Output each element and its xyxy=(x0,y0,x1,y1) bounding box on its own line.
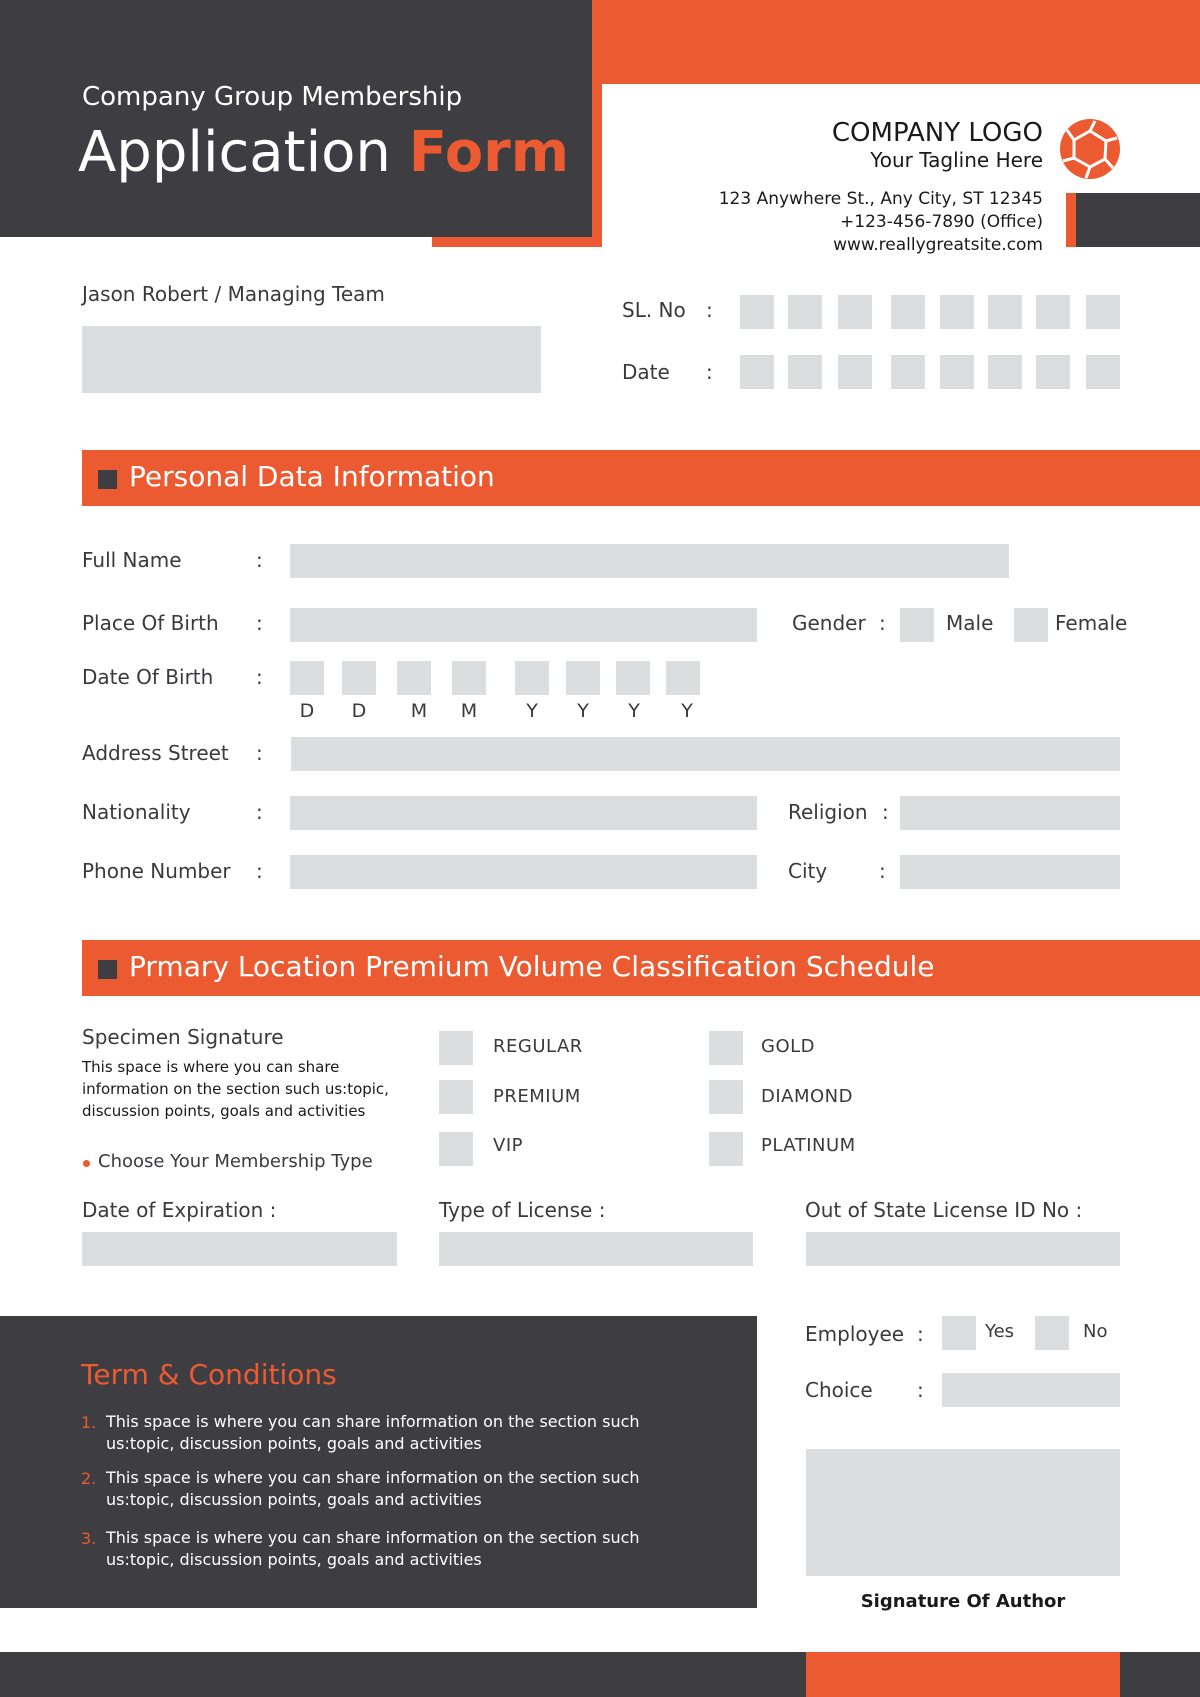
diamond-checkbox[interactable] xyxy=(709,1080,743,1114)
name-field[interactable] xyxy=(82,326,541,393)
platinum-checkbox[interactable] xyxy=(709,1132,743,1166)
term-text-2: This space is where you can share information on the section such us:topic, discussion points, goals and activities xyxy=(106,1468,640,1509)
choice-label: Choice xyxy=(805,1378,873,1402)
sl-no-label: SL. No xyxy=(622,298,686,322)
date-box-1[interactable] xyxy=(740,355,774,389)
dob-box-y3[interactable] xyxy=(616,661,650,695)
address-street-field[interactable] xyxy=(291,737,1120,771)
dob-letter-y3: Y xyxy=(628,700,640,722)
regular-label: REGULAR xyxy=(493,1036,583,1057)
term-text-1: This space is where you can share information on the section such us:topic, discussion points, goals and activities xyxy=(106,1412,640,1453)
gender-male-checkbox[interactable] xyxy=(900,608,934,642)
company-logo-text: COMPANY LOGO xyxy=(831,118,1043,148)
header-accent-orange-strip xyxy=(1066,193,1076,247)
sl-no-box-5[interactable] xyxy=(940,295,974,329)
place-of-birth-field[interactable] xyxy=(290,608,757,642)
dob-box-y1[interactable] xyxy=(515,661,549,695)
premium-label: PREMIUM xyxy=(493,1086,581,1107)
dob-letter-d1: D xyxy=(299,700,315,722)
type-license-label: Type of License : xyxy=(439,1198,606,1222)
full-name-field[interactable] xyxy=(290,544,1009,578)
full-name-colon: : xyxy=(256,548,263,572)
choice-field[interactable] xyxy=(942,1373,1120,1407)
date-box-7[interactable] xyxy=(1036,355,1070,389)
classification-section-header xyxy=(82,940,1200,996)
date-of-birth-label: Date Of Birth xyxy=(82,665,214,689)
sl-no-box-6[interactable] xyxy=(988,295,1022,329)
header-accent-dark-block xyxy=(1076,193,1200,247)
date-box-3[interactable] xyxy=(838,355,872,389)
personal-section-title: Personal Data Information xyxy=(129,460,495,493)
dob-box-y4[interactable] xyxy=(666,661,700,695)
place-of-birth-label: Place Of Birth xyxy=(82,611,219,635)
regular-checkbox[interactable] xyxy=(439,1031,473,1065)
gender-label: Gender xyxy=(792,611,866,635)
sl-no-box-2[interactable] xyxy=(788,295,822,329)
dob-letter-y1: Y xyxy=(526,700,538,722)
date-box-8[interactable] xyxy=(1086,355,1120,389)
gender-female-label: Female xyxy=(1055,611,1128,635)
religion-field[interactable] xyxy=(900,796,1120,830)
dob-box-d2[interactable] xyxy=(342,661,376,695)
dob-letter-y4: Y xyxy=(681,700,693,722)
sl-no-colon: : xyxy=(706,298,713,322)
dob-box-d1[interactable] xyxy=(290,661,324,695)
city-label: City xyxy=(788,859,828,883)
sl-no-box-4[interactable] xyxy=(891,295,925,329)
title-main: Application xyxy=(78,120,391,185)
sl-no-box-1[interactable] xyxy=(740,295,774,329)
dob-box-m2[interactable] xyxy=(452,661,486,695)
aperture-icon xyxy=(1059,118,1121,180)
vip-label: VIP xyxy=(493,1135,523,1156)
employee-yes-checkbox[interactable] xyxy=(942,1316,976,1350)
term-number-1: 1. xyxy=(81,1413,97,1432)
place-of-birth-colon: : xyxy=(256,611,263,635)
company-phone: +123-456-7890 (Office) xyxy=(840,212,1043,232)
footer-orange-block xyxy=(806,1652,1120,1697)
nationality-colon: : xyxy=(256,800,263,824)
premium-checkbox[interactable] xyxy=(439,1080,473,1114)
terms-title: Term & Conditions xyxy=(81,1358,337,1391)
term-text-3: This space is where you can share information on the section such us:topic, discussion points, goals and activities xyxy=(106,1528,640,1569)
name-label: Jason Robert / Managing Team xyxy=(82,282,385,306)
religion-label: Religion xyxy=(788,800,868,824)
dob-letter-d2: D xyxy=(351,700,367,722)
date-box-5[interactable] xyxy=(940,355,974,389)
city-field[interactable] xyxy=(900,855,1120,889)
nationality-label: Nationality xyxy=(82,800,191,824)
out-of-state-field[interactable] xyxy=(806,1232,1120,1266)
gold-checkbox[interactable] xyxy=(709,1031,743,1065)
city-colon: : xyxy=(879,859,886,883)
header-dark-panel xyxy=(0,0,592,237)
phone-number-field[interactable] xyxy=(290,855,757,889)
classification-section-title: Prmary Location Premium Volume Classification Schedule xyxy=(129,950,935,983)
religion-colon: : xyxy=(882,800,889,824)
address-street-colon: : xyxy=(256,741,263,765)
sl-no-box-7[interactable] xyxy=(1036,295,1070,329)
date-of-birth-colon: : xyxy=(256,665,263,689)
dob-box-y2[interactable] xyxy=(566,661,600,695)
dob-box-m1[interactable] xyxy=(397,661,431,695)
form-subtitle: Company Group Membership xyxy=(82,82,463,112)
type-license-field[interactable] xyxy=(439,1232,753,1266)
terms-panel xyxy=(0,1316,757,1608)
signature-of-author-label: Signature Of Author xyxy=(860,1591,1066,1612)
vip-checkbox[interactable] xyxy=(439,1132,473,1166)
gender-colon: : xyxy=(879,611,886,635)
company-website: www.reallygreatsite.com xyxy=(833,235,1043,255)
choice-colon: : xyxy=(917,1378,924,1402)
form-title xyxy=(78,120,569,185)
employee-label: Employee xyxy=(805,1322,905,1346)
date-label: Date xyxy=(622,360,670,384)
choose-membership-text: Choose Your Membership Type xyxy=(98,1151,373,1172)
section-square-icon xyxy=(98,470,117,489)
nationality-field[interactable] xyxy=(290,796,757,830)
company-tagline: Your Tagline Here xyxy=(870,148,1043,172)
date-expiration-label: Date of Expiration : xyxy=(82,1198,277,1222)
gold-label: GOLD xyxy=(761,1036,816,1057)
date-colon: : xyxy=(706,360,713,384)
term-number-3: 3. xyxy=(81,1529,97,1548)
bullet-dot-icon xyxy=(83,1160,90,1167)
date-box-4[interactable] xyxy=(891,355,925,389)
employee-colon: : xyxy=(917,1322,924,1346)
platinum-label: PLATINUM xyxy=(761,1135,856,1156)
dob-letter-m2: M xyxy=(460,700,478,722)
employee-no-checkbox[interactable] xyxy=(1035,1316,1069,1350)
employee-no-label: No xyxy=(1083,1321,1108,1342)
dob-letter-m1: M xyxy=(410,700,428,722)
section-square-icon xyxy=(98,960,117,979)
phone-number-colon: : xyxy=(256,859,263,883)
term-number-2: 2. xyxy=(81,1469,97,1488)
specimen-signature-title: Specimen Signature xyxy=(82,1025,284,1049)
sl-no-box-3[interactable] xyxy=(838,295,872,329)
sl-no-box-8[interactable] xyxy=(1086,295,1120,329)
dob-letter-y2: Y xyxy=(577,700,589,722)
full-name-label: Full Name xyxy=(82,548,182,572)
company-address: 123 Anywhere St., Any City, ST 12345 xyxy=(718,189,1043,209)
date-box-2[interactable] xyxy=(788,355,822,389)
gender-male-label: Male xyxy=(946,611,994,635)
personal-section-header xyxy=(82,450,1200,506)
header-orange-band xyxy=(592,0,1200,84)
diamond-label: DIAMOND xyxy=(761,1086,854,1107)
employee-yes-label: Yes xyxy=(985,1321,1015,1342)
specimen-signature-text: This space is where you can share information on the section such us:topic, discussion points, goals and activities xyxy=(82,1058,389,1120)
signature-field[interactable] xyxy=(806,1449,1120,1576)
date-box-6[interactable] xyxy=(988,355,1022,389)
phone-number-label: Phone Number xyxy=(82,859,231,883)
out-of-state-label: Out of State License ID No : xyxy=(805,1198,1083,1222)
gender-female-checkbox[interactable] xyxy=(1014,608,1048,642)
date-expiration-field[interactable] xyxy=(82,1232,397,1266)
address-street-label: Address Street xyxy=(82,741,229,765)
title-accent: Form xyxy=(408,120,570,185)
